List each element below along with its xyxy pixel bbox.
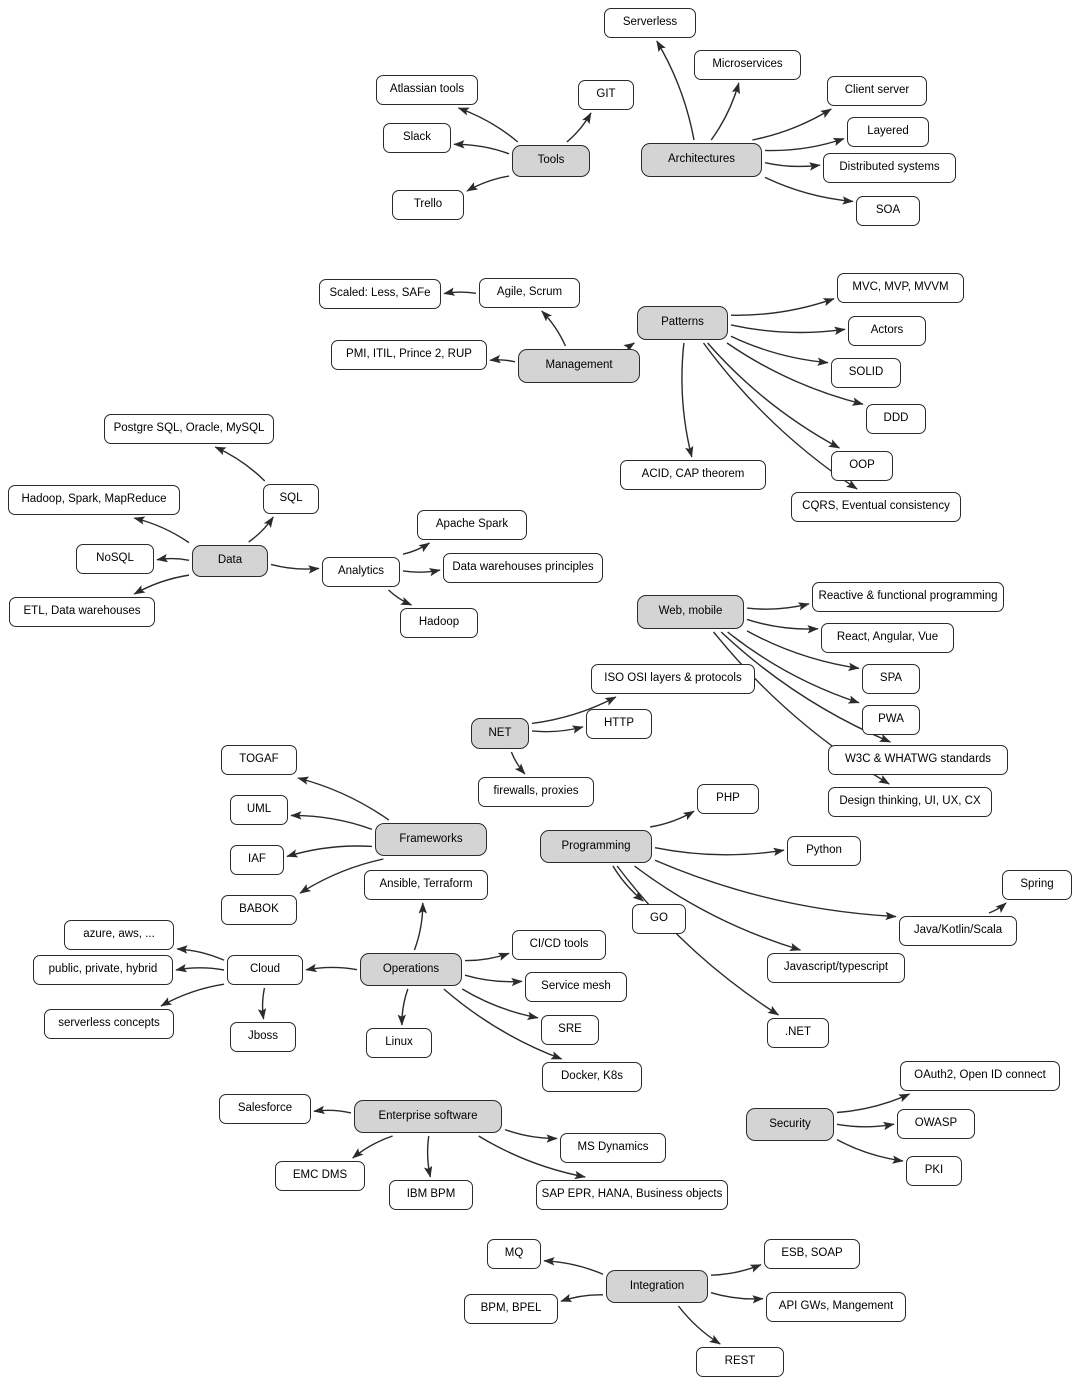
node-security[interactable]	[746, 1108, 834, 1141]
node-label: Serverless	[622, 16, 678, 29]
node-label: Microservices	[712, 58, 783, 71]
node-label: Patterns	[661, 316, 704, 329]
edge-management-to-pmi	[490, 360, 515, 362]
node-esbsoap[interactable]	[764, 1239, 860, 1269]
edge-agile-to-scaled	[444, 292, 476, 294]
node-ddd[interactable]	[866, 404, 926, 434]
edge-webmobile-to-reactive	[747, 604, 809, 609]
node-etl[interactable]	[9, 597, 155, 627]
node-pki[interactable]	[906, 1156, 962, 1186]
edge-cloud-to-publicprivate	[176, 968, 224, 970]
node-label: Jboss	[247, 1030, 279, 1043]
node-label: GIT	[596, 88, 616, 101]
edge-enterprise-to-msdynamics	[505, 1130, 557, 1139]
node-linux[interactable]	[366, 1028, 432, 1058]
node-label: Python	[806, 844, 842, 857]
node-w3c[interactable]	[828, 745, 1008, 775]
node-azure[interactable]	[64, 920, 174, 950]
node-ibmbpm[interactable]	[389, 1180, 473, 1210]
node-emcdms[interactable]	[275, 1161, 365, 1191]
node-label: BABOK	[239, 903, 279, 916]
node-label: Tools	[537, 154, 565, 167]
node-ansible[interactable]	[364, 870, 488, 900]
node-servicemesh[interactable]	[525, 972, 627, 1002]
edge-programming-to-php	[650, 811, 694, 827]
node-label: Distributed systems	[839, 161, 940, 174]
edge-programming-to-dotnet	[617, 866, 778, 1015]
node-label: BPM, BPEL	[480, 1302, 542, 1315]
edge-net-to-firewalls	[511, 752, 525, 774]
node-label: Postgre SQL, Oracle, MySQL	[113, 422, 265, 435]
node-label: IAF	[248, 853, 266, 866]
node-serverlessc[interactable]	[44, 1009, 174, 1039]
node-label: serverless concepts	[58, 1017, 160, 1030]
edge-javakotlin-to-spring	[989, 903, 1006, 913]
node-label: Scaled: Less, SAFe	[329, 287, 431, 300]
edge-frameworks-to-togaf	[298, 778, 389, 820]
node-label: Analytics	[337, 565, 385, 578]
edge-tools-to-trello	[467, 176, 509, 191]
edge-webmobile-to-reactangular	[747, 619, 818, 629]
node-label: IBM BPM	[406, 1188, 456, 1201]
node-label: Management	[545, 359, 613, 372]
node-msdynamics[interactable]	[560, 1133, 666, 1163]
node-mq[interactable]	[487, 1239, 541, 1269]
node-label: Design thinking, UI, UX, CX	[839, 795, 981, 808]
node-nosql[interactable]	[76, 544, 154, 574]
node-analytics[interactable]	[322, 557, 400, 587]
node-label: Integration	[629, 1279, 685, 1292]
node-oauth[interactable]	[900, 1061, 1060, 1091]
edge-patterns-to-mvc	[731, 299, 834, 316]
edge-architectures-to-microservices	[711, 83, 739, 140]
node-spa[interactable]	[862, 664, 920, 694]
node-mvc[interactable]	[837, 273, 964, 303]
node-datawh[interactable]	[443, 553, 603, 583]
node-label: PHP	[716, 792, 740, 805]
node-togaf[interactable]	[221, 745, 297, 775]
node-label: HTTP	[603, 717, 635, 730]
node-label: Hadoop	[418, 616, 460, 629]
edge-analytics-to-apachespark	[403, 543, 429, 554]
edge-integration-to-mq	[544, 1261, 603, 1274]
edge-management-to-patterns	[627, 343, 634, 346]
node-label: Service mesh	[541, 980, 611, 993]
node-apigw[interactable]	[766, 1292, 906, 1322]
node-patterns[interactable]	[637, 306, 728, 340]
node-label: ISO OSI layers & protocols	[604, 672, 742, 685]
node-label: API GWs, Mangement	[778, 1300, 894, 1313]
edge-integration-to-bpmbpel	[561, 1295, 603, 1302]
node-sre[interactable]	[541, 1015, 599, 1045]
node-label: Security	[769, 1117, 811, 1130]
edge-patterns-to-acid	[682, 343, 692, 457]
node-label: SOLID	[848, 366, 884, 379]
node-clientserver[interactable]	[827, 76, 927, 106]
node-git[interactable]	[578, 80, 634, 110]
node-label: EMC DMS	[292, 1169, 348, 1182]
node-label: PKI	[924, 1164, 944, 1177]
node-label: OOP	[849, 459, 875, 472]
node-babok[interactable]	[221, 895, 297, 925]
edge-operations-to-cicd	[465, 953, 509, 960]
node-distributed[interactable]	[823, 153, 956, 183]
node-tools[interactable]	[512, 145, 590, 177]
node-label: Ansible, Terraform	[379, 878, 473, 891]
edge-operations-to-servicemesh	[465, 975, 522, 981]
node-cloud[interactable]	[227, 955, 303, 985]
edge-sql-to-postgre	[215, 447, 265, 481]
node-label: Agile, Scrum	[496, 286, 563, 299]
edge-analytics-to-hadoop	[389, 590, 412, 605]
edge-enterprise-to-emcdms	[353, 1136, 393, 1158]
node-label: azure, aws, ...	[83, 928, 155, 941]
edge-enterprise-to-salesforce	[314, 1110, 351, 1113]
node-label: Hadoop, Spark, MapReduce	[21, 493, 167, 506]
node-spring[interactable]	[1002, 870, 1072, 900]
node-oop[interactable]	[831, 451, 893, 481]
node-dotnet[interactable]	[767, 1018, 829, 1048]
node-sapepr[interactable]	[536, 1180, 728, 1210]
node-label: Spring	[1020, 878, 1054, 891]
node-label: OAuth2, Open ID connect	[914, 1069, 1046, 1082]
node-label: MQ	[504, 1247, 524, 1260]
node-python[interactable]	[787, 836, 861, 866]
node-pmi[interactable]	[331, 340, 487, 370]
node-label: Java/Kotlin/Scala	[913, 924, 1003, 937]
node-label: Client server	[844, 84, 910, 97]
node-actors[interactable]	[848, 316, 926, 346]
edge-patterns-to-oop	[708, 343, 840, 448]
node-label: SAP EPR, HANA, Business objects	[541, 1188, 723, 1201]
node-bpmbpel[interactable]	[464, 1294, 558, 1324]
node-label: Cloud	[249, 963, 281, 976]
node-label: React, Angular, Vue	[836, 631, 939, 644]
edge-frameworks-to-uml	[291, 815, 372, 829]
node-label: Apache Spark	[435, 518, 509, 531]
node-label: Programming	[561, 839, 631, 852]
node-label: ESB, SOAP	[781, 1247, 843, 1260]
node-label: NET	[488, 726, 512, 739]
node-uml[interactable]	[230, 795, 288, 825]
edge-management-to-agile	[542, 311, 566, 346]
edge-integration-to-esbsoap	[711, 1265, 761, 1275]
edge-programming-to-python	[655, 848, 784, 855]
node-label: ACID, CAP theorem	[641, 468, 745, 481]
edge-patterns-to-solid	[731, 336, 828, 362]
node-solid[interactable]	[831, 358, 901, 388]
node-label: SRE	[558, 1023, 582, 1036]
edge-architectures-to-serverless	[657, 41, 694, 140]
node-architectures[interactable]	[641, 143, 762, 177]
edge-tools-to-git	[567, 113, 591, 142]
node-label: Enterprise software	[378, 1109, 478, 1122]
node-label: OWASP	[914, 1117, 958, 1130]
node-javascript[interactable]	[767, 953, 905, 983]
node-label: Reactive & functional programming	[818, 590, 998, 603]
edge-programming-to-javakotlin	[655, 860, 896, 916]
edge-operations-to-ansible	[414, 903, 422, 950]
node-label: REST	[724, 1355, 756, 1368]
edge-data-to-analytics	[271, 564, 319, 569]
node-acid[interactable]	[620, 460, 766, 490]
edge-programming-to-go	[613, 866, 643, 901]
edge-cloud-to-jboss	[263, 988, 265, 1019]
node-label: CI/CD tools	[529, 938, 589, 951]
node-label: Trello	[413, 198, 443, 211]
node-php[interactable]	[697, 784, 759, 814]
edge-tools-to-atlassian	[458, 108, 517, 142]
edge-integration-to-rest	[678, 1306, 720, 1344]
node-label: SOA	[875, 204, 901, 217]
node-dockerk8s[interactable]	[542, 1062, 642, 1092]
node-label: Data warehouses principles	[452, 561, 594, 574]
node-label: Salesforce	[237, 1102, 293, 1115]
node-label: Slack	[402, 131, 432, 144]
node-label: Actors	[870, 324, 904, 337]
node-label: public, private, hybrid	[48, 963, 158, 976]
edge-cloud-to-azure	[177, 949, 224, 960]
node-label: Layered	[867, 125, 909, 138]
edge-data-to-etl	[134, 575, 189, 594]
edge-tools-to-slack	[454, 144, 509, 153]
edge-enterprise-to-ibmbpm	[428, 1136, 431, 1177]
node-isoosi[interactable]	[591, 664, 755, 694]
node-label: PWA	[878, 713, 904, 726]
node-reactive[interactable]	[812, 582, 1004, 612]
node-label: DDD	[883, 412, 909, 425]
node-label: Web, mobile	[658, 605, 723, 618]
node-label: TOGAF	[239, 753, 279, 766]
edge-architectures-to-layered	[765, 139, 844, 151]
node-label: NoSQL	[96, 552, 134, 565]
node-jboss[interactable]	[230, 1022, 296, 1052]
edge-integration-to-apigw	[711, 1293, 763, 1299]
node-firewalls[interactable]	[478, 777, 594, 807]
node-atlassian[interactable]	[376, 75, 478, 105]
node-frameworks[interactable]	[375, 823, 487, 856]
edge-operations-to-linux	[402, 989, 408, 1025]
node-data[interactable]	[192, 545, 268, 577]
node-agile[interactable]	[479, 278, 580, 308]
node-label: W3C & WHATWG standards	[844, 753, 992, 766]
edge-data-to-sql	[249, 517, 274, 542]
node-label: MS Dynamics	[577, 1141, 649, 1154]
node-webmobile[interactable]	[637, 595, 744, 629]
node-owasp[interactable]	[897, 1109, 975, 1139]
node-reactangular[interactable]	[821, 623, 954, 653]
node-label: MVC, MVP, MVVM	[852, 281, 949, 294]
node-net[interactable]	[471, 718, 529, 749]
node-designthink[interactable]	[828, 787, 992, 817]
edge-data-to-nosql	[157, 559, 189, 561]
node-label: Architectures	[667, 153, 736, 166]
node-cqrs[interactable]	[791, 492, 961, 522]
node-label: .NET	[784, 1026, 812, 1039]
edge-cloud-to-serverlessc	[161, 984, 224, 1006]
node-label: SQL	[279, 492, 303, 505]
node-postgre[interactable]	[104, 414, 274, 444]
edge-analytics-to-datawh	[403, 570, 440, 572]
node-management[interactable]	[518, 349, 640, 383]
node-label: UML	[246, 803, 272, 816]
node-label: SPA	[879, 672, 903, 685]
node-programming[interactable]	[540, 830, 652, 863]
node-cicd[interactable]	[512, 930, 606, 960]
node-label: firewalls, proxies	[493, 785, 579, 798]
node-salesforce[interactable]	[219, 1094, 311, 1124]
node-label: Frameworks	[399, 832, 463, 845]
node-sql[interactable]	[263, 484, 319, 514]
edge-operations-to-cloud	[306, 967, 357, 969]
node-hadoop[interactable]	[400, 608, 478, 638]
node-http[interactable]	[586, 709, 652, 739]
node-serverless[interactable]	[604, 8, 696, 38]
edge-patterns-to-actors	[731, 325, 845, 333]
node-label: Javascript/typescript	[783, 961, 889, 974]
node-javakotlin[interactable]	[899, 916, 1017, 946]
node-soa[interactable]	[856, 196, 920, 226]
node-label: PMI, ITIL, Prince 2, RUP	[346, 348, 472, 361]
edge-architectures-to-clientserver	[752, 109, 831, 140]
node-apachespark[interactable]	[417, 510, 527, 540]
node-integration[interactable]	[606, 1270, 708, 1303]
node-publicprivate[interactable]	[33, 955, 173, 985]
node-trello[interactable]	[392, 190, 464, 220]
node-pwa[interactable]	[862, 705, 920, 735]
node-iaf[interactable]	[230, 845, 284, 875]
node-microservices[interactable]	[694, 50, 801, 80]
node-slack[interactable]	[383, 123, 451, 153]
edge-security-to-owasp	[837, 1124, 894, 1127]
node-label: Data	[217, 554, 243, 567]
node-label: GO	[650, 912, 668, 925]
edge-frameworks-to-iaf	[287, 846, 372, 856]
edge-architectures-to-distributed	[765, 163, 820, 167]
node-label: ETL, Data warehouses	[23, 605, 141, 618]
node-operations[interactable]	[360, 953, 462, 986]
node-rest[interactable]	[696, 1347, 784, 1377]
node-label: CQRS, Eventual consistency	[802, 500, 950, 513]
node-layered[interactable]	[847, 117, 929, 147]
node-label: Operations	[382, 962, 440, 975]
node-label: Docker, K8s	[561, 1070, 623, 1083]
edge-security-to-pki	[837, 1140, 903, 1161]
node-scaled[interactable]	[319, 279, 441, 309]
node-label: Atlassian tools	[389, 83, 465, 96]
node-hadoopspark[interactable]	[8, 485, 180, 515]
edge-net-to-http	[532, 727, 583, 732]
edge-data-to-hadoopspark	[134, 518, 189, 543]
node-enterprise[interactable]	[354, 1100, 502, 1133]
node-label: Linux	[385, 1036, 413, 1049]
node-go[interactable]	[632, 904, 686, 934]
